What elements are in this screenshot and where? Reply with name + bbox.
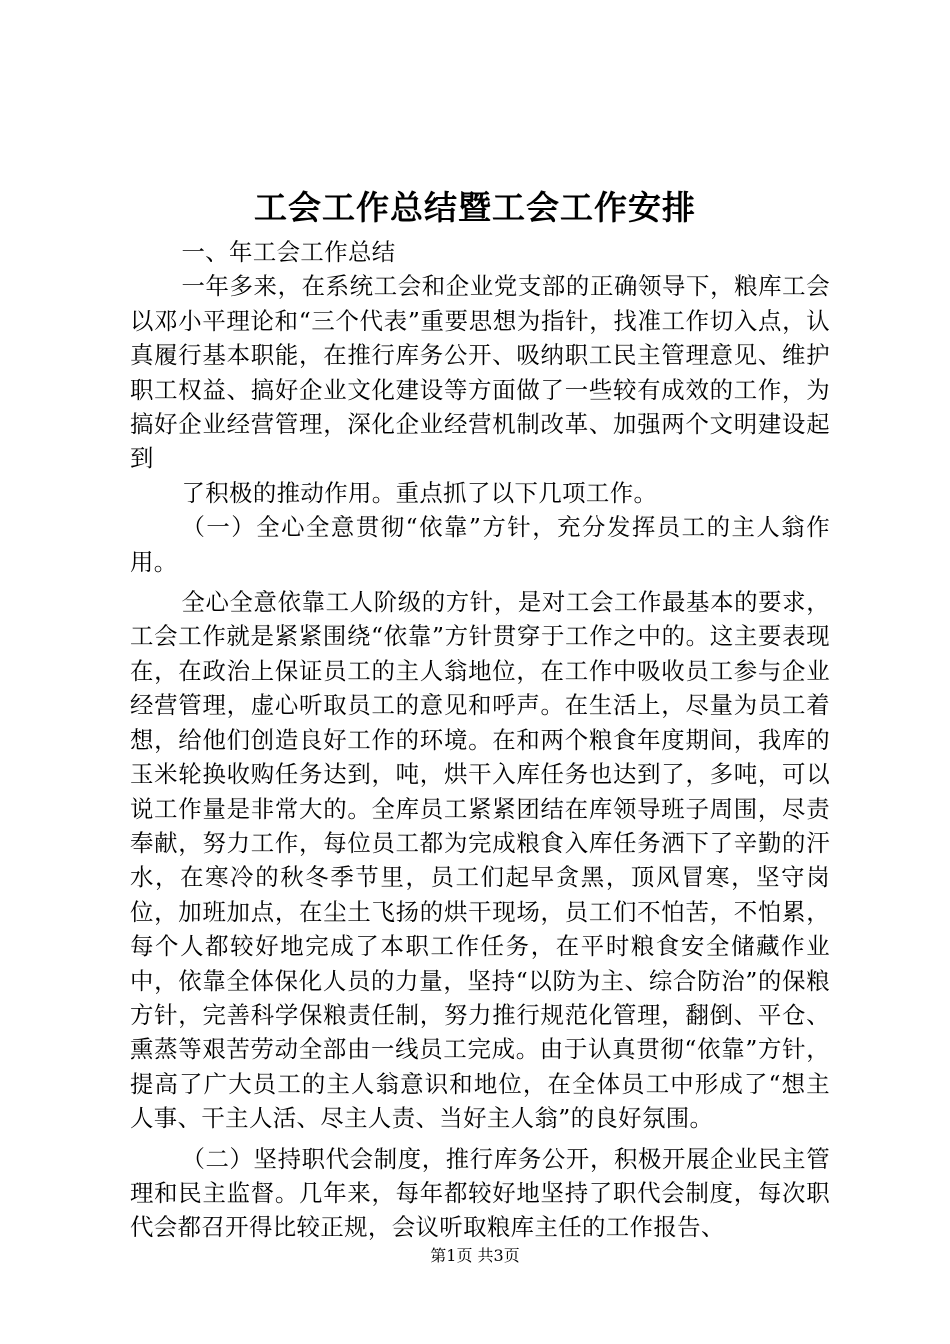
page-number: 第1页 共3页 [430, 1246, 520, 1265]
paragraph-intro-continued: 了积极的推动作用。重点抓了以下几项工作。 [181, 478, 658, 507]
document-body [130, 235, 830, 1245]
document-title: 工会工作总结暨工会工作安排 [254, 188, 696, 227]
paragraph-reliance-policy: 全心全意依靠工人阶级的方针，是对工会工作最基本的要求，工会工作就是紧紧围绕“依靠”方针贯穿于工作之中的。这主要表现在，在政治上保证员工的主人翁地位，在工作中吸收员工参与企业经营管理，虚心听取员工的意见和呼声。在生活上，尽量为员工着想，给他们创造良好工作的环境。在和两个粮食年度期间，我库的玉米轮换收购任务达到，吨，烘干入库任务也达到了，多吨，可以说工作量是非常大的。全库员工紧紧团结在库领导班子周围，尽责奉献，努力工作，每位员工都为完成粮食入库任务洒下了辛勤的汗水，在寒冷的秋冬季节里，员工们起早贪黑，顶风冒寒，坚守岗位，加班加点，在尘土飞扬的烘干现场，员工们不怕苦，不怕累，每个人都较好地完成了本职工作任务，在平时粮食安全储藏作业中，依靠全体保化人员的力量，坚持“以防为主、综合防治”的保粮方针，完善科学保粮责任制，努力推行规范化管理，翻倒、平仓、熏蒸等艰苦劳动全部由一线员工完成。由于认真贯彻“依靠”方针，提高了广大员工的主人翁意识和地位，在全体员工中形成了“想主人事、干主人活、尽主人责、当好主人翁”的良好氛围。 [130, 588, 830, 1133]
subsection-heading-1: （一）全心全意贯彻“依靠”方针，充分发挥员工的主人翁作用。 [130, 513, 830, 576]
section-heading-annual-summary: 一、年工会工作总结 [181, 238, 396, 266]
subsection-heading-2: （二）坚持职代会制度，推行库务公开，积极开展企业民主管理和民主监督。几年来，每年都较好地坚持了职代会制度，每次职代会都召开得比较正规，会议听取粮库主任的工作报告、 [130, 1144, 830, 1242]
paragraph-intro: 一年多来，在系统工会和企业党支部的正确领导下，粮库工会以邓小平理论和“三个代表”重要思想为指针，找准工作切入点，认真履行基本职能，在推行库务公开、吸纳职工民主管理意见、维护职工权益、搞好企业文化建设等方面做了一些较有成效的工作，为搞好企业经营管理，深化企业经营机制改革、加强两个文明建设起到 [130, 272, 830, 473]
